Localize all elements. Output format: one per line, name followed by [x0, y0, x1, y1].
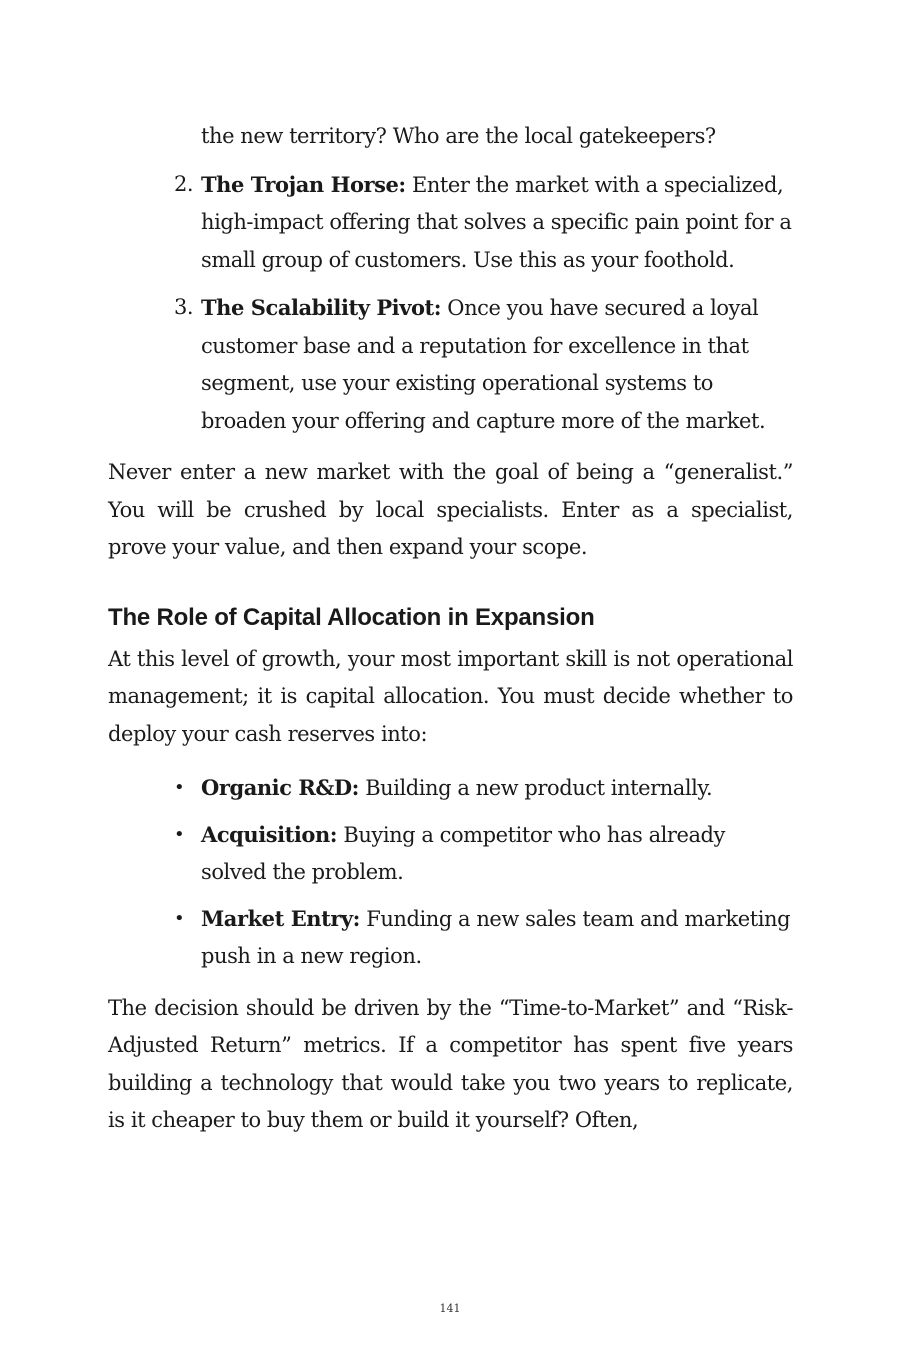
bullet-item-text: Funding a new sales team and marketing push in a new region.: [201, 906, 791, 968]
bullet-item-acquisition: [108, 816, 793, 892]
paragraph-decision: The decision should be driven by the “Time-to-Market” and “Risk-Adjusted Return” metrics. If a competitor has spent five years building a technology that would take you two years to replicate, is it cheaper to buy them or build it yourself? Often,: [108, 995, 793, 1132]
bullet-item-term: Market Entry:: [201, 905, 360, 931]
section-heading: The Role of Capital Allocation in Expansion: [108, 603, 595, 631]
list-item-text: Once you have secured a loyal customer base and a reputation for excellence in that segment, use your existing operational systems to broaden your offering and capture more of the market.: [201, 296, 766, 433]
list-number: 3.: [174, 295, 194, 319]
list-number: 2.: [174, 171, 194, 196]
bullet-icon: •: [174, 907, 185, 929]
numbered-list: [108, 166, 793, 441]
bullet-item-market-entry: [108, 900, 793, 976]
list-item-text: Enter the market with a specialized, high-impact offering that solves a specific pain point for a small group of customers. Use this as your foothold.: [201, 172, 792, 272]
bullet-icon: •: [174, 777, 185, 798]
page-number: 141: [439, 1302, 461, 1315]
bullet-item-text: Building a new product internally.: [358, 776, 713, 800]
bullet-item-term: Acquisition:: [201, 821, 338, 847]
bullet-icon: •: [174, 823, 185, 845]
numbered-list-item-trojan-horse: [108, 166, 793, 280]
numbered-list-item-scalability-pivot: [108, 289, 793, 440]
page-content: [108, 118, 793, 1140]
list-item-term: The Trojan Horse:: [201, 171, 406, 197]
bullet-item-organic-rd: [108, 769, 793, 808]
paragraph-capital-allocation: At this level of growth, your most important skill is not operational management; it is capital allocation. You must decide whether to deploy your cash reserves into:: [108, 646, 793, 746]
list-item-term: The Scalability Pivot:: [201, 295, 442, 320]
list-item-continuation: the new territory? Who are the local gatekeepers?: [201, 124, 716, 148]
paragraph-generalist: Never enter a new market with the goal of being a “generalist.” You will be crushed by local specialists. Enter as a specialist, prove your value, and then expand your scope.: [108, 460, 793, 559]
bullet-item-text: Buying a competitor who has already solved the problem.: [201, 822, 725, 884]
bullet-item-term: Organic R&D:: [201, 775, 359, 800]
bullet-list: [108, 769, 793, 976]
